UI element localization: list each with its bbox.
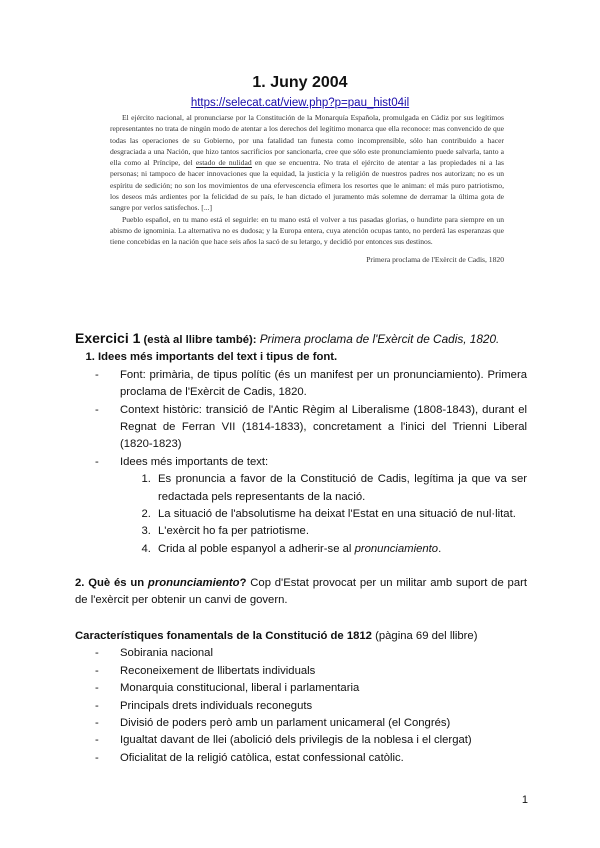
scan-p1-part1: El ejército nacional, al pronunciarse por la Constitución de la Monarquía Española, promulgada en Cádiz por sus legítimos representantes no trata de ningún modo de atentar a los derechos del legítimo monarca que ella reconoce: mas convencido de que todas las operaciones de su Gobierno, por una fatalidad tan funesta como incomprensible, sólo han contribuido a hacer desgraciada a una Nación, que hizo tantos sacrificios por sancionarla, cree que sólo este pronunciamiento puede salvarla, tanto a ella como al Príncipe, del (110, 113, 504, 168)
characteristic-item: - Sobirania nacional (95, 645, 527, 662)
question-1-title: Idees més importants del text i tipus de font. (98, 351, 338, 364)
question-2-label (75, 577, 246, 589)
question-1 (98, 349, 527, 366)
exercici-1-section (75, 330, 527, 558)
source-link[interactable]: https://selecat.cat/view.php?p=pau_hist04il (190, 97, 410, 109)
question-list (75, 349, 527, 366)
scan-paragraph-2: Pueblo español, en tu mano está el seguirle: en tu mano está el volver a tus pasadas glorias, o hundirte para siempre en un abismo de ignominia. La alternativa no es dudosa; y la Europa entera, cuya atención ocupas tanto, no perderá las esperanzas que tiene concebidas en la nación que hace seis años la sacó de su letargo, y decidió por entonces sus destinos. (110, 214, 504, 247)
characteristics-list (75, 645, 527, 767)
characteristic-item: - Divisió de poders però amb un parlament unicameral (el Congrés) (95, 715, 527, 732)
page-number: 1 (521, 794, 528, 806)
characteristic-item: - Principals drets individuals reconeguts (95, 698, 527, 715)
characteristics-heading: Característiques fonamentals de la Constitució de 1812 (75, 630, 372, 642)
scan-caption: Primera proclama de l'Exèrcit de Cadis, 1820 (366, 254, 504, 264)
characteristics-header (75, 628, 527, 645)
scan-underlined-phrase: estado de nulidad (195, 158, 252, 168)
characteristic-item: - Reconeixement de llibertats individuals (95, 663, 527, 680)
characteristic-item: - Igualtat davant de llei (abolició dels privilegis de la noblesa i el clergat) (95, 732, 527, 749)
context-item: - Context històric: transició de l'Antic Règim al Liberalisme (1808-1843), durant el Regnat de Ferran VII (1814-1833), concretament a l'inici del Trienni Liberal (1820-1823) (95, 402, 527, 454)
answer-list (75, 367, 527, 558)
idea-4-prefix: Crida al poble espanyol a adherir-se al (158, 542, 355, 555)
ideas-list (120, 471, 527, 558)
exercici-1-source: Primera proclama de l'Exèrcit de Cadis, 1820. (259, 332, 500, 346)
idea-item: 2. La situació de l'absolutisme ha deixat l'Estat en una situació de nul·litat. (154, 506, 527, 523)
scanned-source-text (110, 112, 504, 318)
exercici-1-note: (està al llibre també): (143, 334, 257, 346)
q2-prefix: 2. Què és un (75, 577, 148, 589)
idea-4-suffix: . (438, 542, 442, 555)
question-2-answer: Cop d'Estat provocat per un militar amb suport de part de l'exèrcit per obtenir un canvi de govern. (75, 577, 527, 607)
exercici-1-heading: Exercici 1 (75, 330, 141, 346)
exercici-1-header (75, 330, 527, 349)
idea-item: 3. L'exèrcit ho fa per patriotisme. (154, 523, 527, 540)
characteristics-ref: (pàgina 69 del llibre) (371, 630, 478, 642)
ideas-item (95, 454, 527, 558)
idea-item: 1. Es pronuncia a favor de la Constitució de Cadis, legítima ja que va ser redactada pels representants de la nació. (154, 471, 527, 506)
characteristic-item: - Monarquia constitucional, liberal i parlamentaria (95, 680, 527, 697)
q2-suffix: ? (239, 577, 247, 589)
page-title: 1. Juny 2004 (252, 74, 348, 91)
q2-em: pronunciamiento (147, 577, 240, 589)
scan-p1-part2: en que se encuentra. No trata el ejército de atentar a las propiedades ni a las personas; ni tampoco de hacer innovaciones que la equidad, la justicia y la religión de nuestros padres nos autorizan; no es un espíritu de sedición; no son los movimientos de una efervescencia efímera los resortes que le animan: el más puro patriotismo, los deseos más ardientes por la felicidad de su país, le han dictado el juramento más solemne de derramar la última gota de sangre por verlos satisfechos. [...] (110, 158, 504, 213)
idea-item (154, 541, 527, 558)
characteristics-section (75, 628, 527, 767)
characteristic-item: - Oficialitat de la religió catòlica, estat confessional catòlic. (95, 750, 527, 767)
ideas-label: Idees més importants de text: (120, 455, 269, 468)
scan-paragraph-1 (110, 112, 504, 214)
font-item: - Font: primària, de tipus polític (és un manifest per un pronunciamiento). Primera proclama de l'Exèrcit de Cadis, 1820. (95, 367, 527, 402)
idea-4-em: pronunciamiento (354, 542, 439, 555)
question-2 (75, 575, 527, 610)
